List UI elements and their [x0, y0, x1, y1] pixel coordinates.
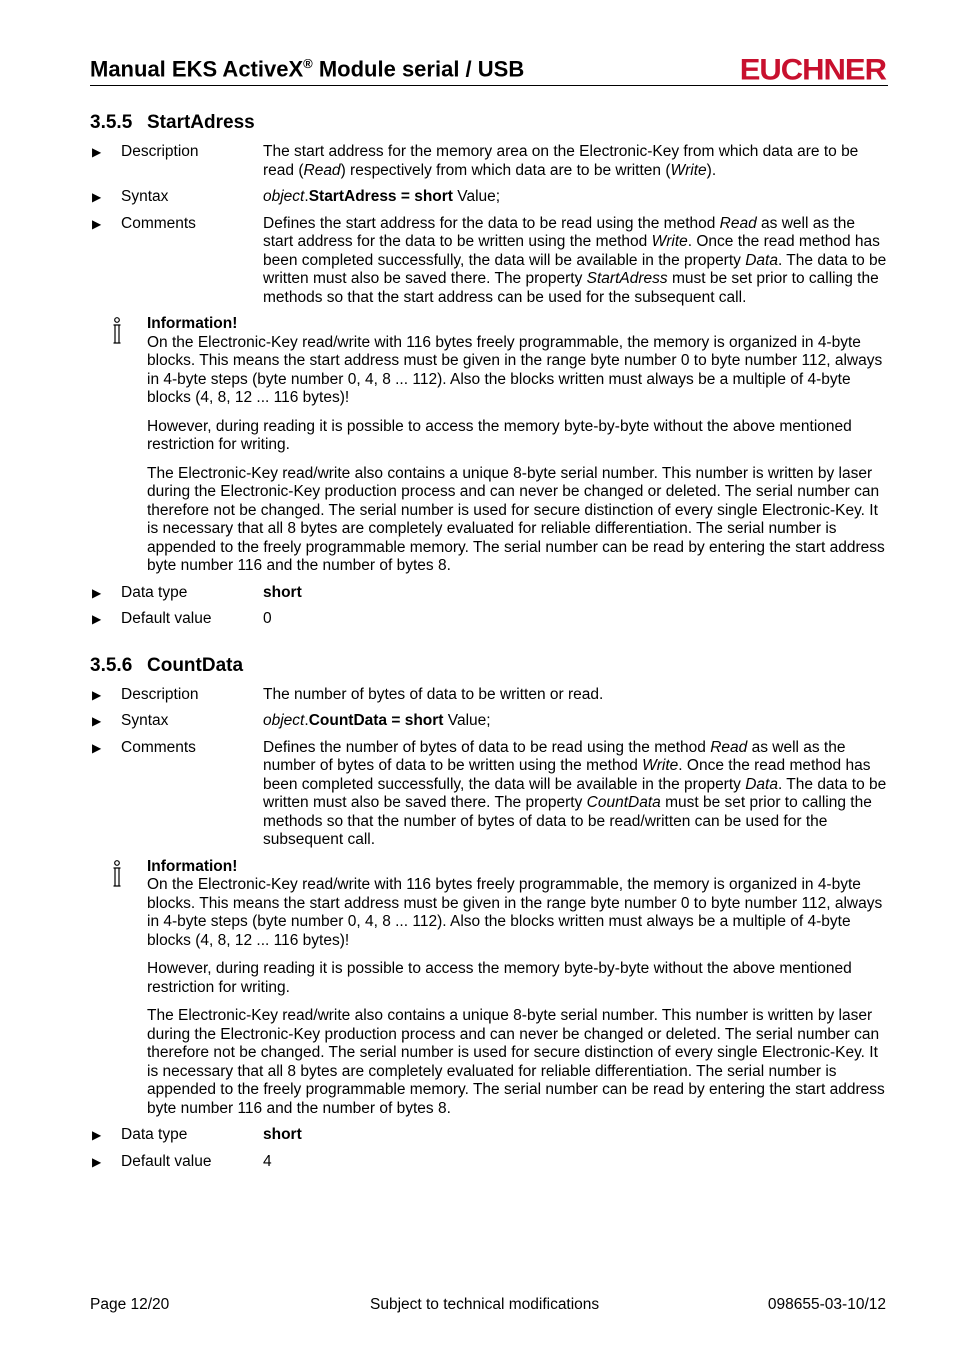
bullet-icon: ▶ [92, 190, 102, 204]
section-heading: 3.5.5 StartAdress [90, 112, 255, 133]
info-paragraph: The Electronic-Key read/write also contains a unique 8-byte serial number. This number is written by laser during the Electronic-Key production process and can never be changed or deleted. The serial number can therefore not be changed. The serial number is used for secure distinction of every single Electronic-Key. It is necessary that all 8 bytes are completely evaluated for reliable differentiation. The serial number is appended to the freely programmable memory. The serial number can be read by entering the start address byte number 116 and the number of bytes 8. [147, 1007, 885, 1117]
info-paragraph: The Electronic-Key read/write also contains a unique 8-byte serial number. This number is written by laser during the Electronic-Key production process and can never be changed or deleted. The serial number can therefore not be changed. The serial number is used for secure distinction of every single Electronic-Key. It is necessary that all 8 bytes are completely evaluated for reliable differentiation. The serial number is appended to the freely programmable memory. The serial number can be read by entering the start address byte number 116 and the number of bytes 8. [147, 464, 885, 574]
page-content [90, 112, 888, 1179]
comments-text: Defines the number of bytes of data to be read using the method Read as well as the number of bytes of data to be written using the method Write. Once the read method has been completed successfully, the data will be available in the property Data. The data to be written must also be saved there. The property CountData must be set prior to calling the methods so that the number of bytes of data to be read/written can be used for the subsequent call. [263, 738, 887, 848]
bullet-icon: ▶ [92, 1154, 102, 1169]
default-value: 0 [263, 610, 272, 627]
information-block [90, 315, 888, 576]
bullet-icon: ▶ [92, 740, 102, 755]
syntax-row: ▶ Syntax object.CountData = short Value; [90, 712, 888, 731]
comments-text: Defines the start address for the data to be read using the method Read as well as the start address for the data to be written using the method Write. Once the read method has been completed successfully, the data will be available in the property Data. The data to be written must also be saved there. The property StartAdress must be set prior to calling the methods so that the start address can be used for the subsequent call. [263, 214, 887, 306]
document-number: 098655-03-10/12 [767, 1296, 886, 1313]
description-row: ▶ Description The start address for the memory area on the Electronic-Key from which data are to be read (Read) respectively from which data are to be written (Write). [90, 143, 888, 180]
info-title: Information! [147, 857, 238, 875]
footer-note: Subject to technical modifications [370, 1296, 600, 1313]
default-value: 4 [263, 1152, 272, 1170]
comments-row: ▶ Comments Defines the number of bytes of data to be read using the method Read as well as the number of bytes of data to be written using the method Write. Once the read method has been completed successfully, the data will be available in the property Data. The data to be written must also be saved there. The property CountData must be set prior to calling the methods so that the number of bytes of data to be read/written can be used for the subsequent call. [92, 738, 887, 848]
info-icon [90, 315, 147, 576]
default-row: ▶ Default value 4 [90, 1153, 888, 1172]
description-row: ▶ Description The number of bytes of data to be written or read. [90, 686, 888, 705]
information-block [90, 858, 888, 1119]
info-icon [90, 858, 147, 1119]
section-startadress [90, 112, 888, 629]
bullet-icon: ▶ [92, 714, 102, 728]
info-paragraph: On the Electronic-Key read/write with 116 bytes freely programmable, the memory is organized in 4-byte blocks. This means the start address must be given in the range byte number 0 to byte number 112, always in 4-byte steps (byte number 0, 4, 8 ... 112). Also the blocks written must always be a multiple of 4-byte blocks (4, 8, 12 ... 116 bytes)! [147, 333, 883, 406]
bullet-icon: ▶ [92, 145, 102, 159]
datatype-value: short [263, 1126, 302, 1143]
info-paragraph: However, during reading it is possible to access the memory byte-by-byte without the above mentioned restriction for writing. [147, 960, 852, 996]
info-title: Information! [147, 315, 238, 332]
bullet-icon: ▶ [92, 1128, 102, 1142]
bullet-icon: ▶ [92, 585, 102, 600]
default-row: ▶ Default value 0 [90, 610, 888, 629]
euchner-logo: EUCHNER [739, 52, 886, 87]
datatype-value: short [263, 583, 302, 601]
comments-row: ▶ Comments Defines the start address for the data to be read using the method Read as well as the start address for the data to be written using the method Write. Once the read method has been completed successfully, the data will be available in the property Data. The data to be written must also be saved there. The property StartAdress must be set prior to calling the methods so that the start address can be used for the subsequent call. [92, 214, 887, 306]
description-text: The start address for the memory area on the Electronic-Key from which data are to be read (Read) respectively from which data are to be written (Write). [263, 143, 859, 179]
bullet-icon: ▶ [92, 612, 102, 626]
syntax-text: object.StartAdress = short Value; [263, 188, 501, 205]
syntax-text: object.CountData = short Value; [263, 712, 491, 729]
datatype-row: ▶ Data type short [90, 1126, 888, 1145]
bullet-icon: ▶ [92, 216, 102, 231]
section-heading: 3.5.6 CountData [90, 654, 244, 676]
page-number: Page 12/20 [90, 1296, 170, 1313]
bullet-icon: ▶ [92, 687, 102, 702]
info-paragraph: However, during reading it is possible to access the memory byte-by-byte without the above mentioned restriction for writing. [147, 417, 852, 453]
datatype-row: ▶ Data type short [90, 584, 888, 603]
description-text: The number of bytes of data to be written or read. [263, 685, 604, 703]
page-header [90, 52, 888, 86]
syntax-row: ▶ Syntax object.StartAdress = short Value; [90, 188, 888, 207]
document-title: Manual EKS ActiveX® Module serial / USB [90, 56, 525, 82]
info-paragraph: On the Electronic-Key read/write with 116 bytes freely programmable, the memory is organized in 4-byte blocks. This means the start address must be given in the range byte number 0 to byte number 112, always in 4-byte steps (byte number 0, 4, 8 ... 112). Also the blocks written must always be a multiple of 4-byte blocks (4, 8, 12 ... 116 bytes)! [147, 876, 883, 949]
section-countdata [90, 655, 888, 1172]
